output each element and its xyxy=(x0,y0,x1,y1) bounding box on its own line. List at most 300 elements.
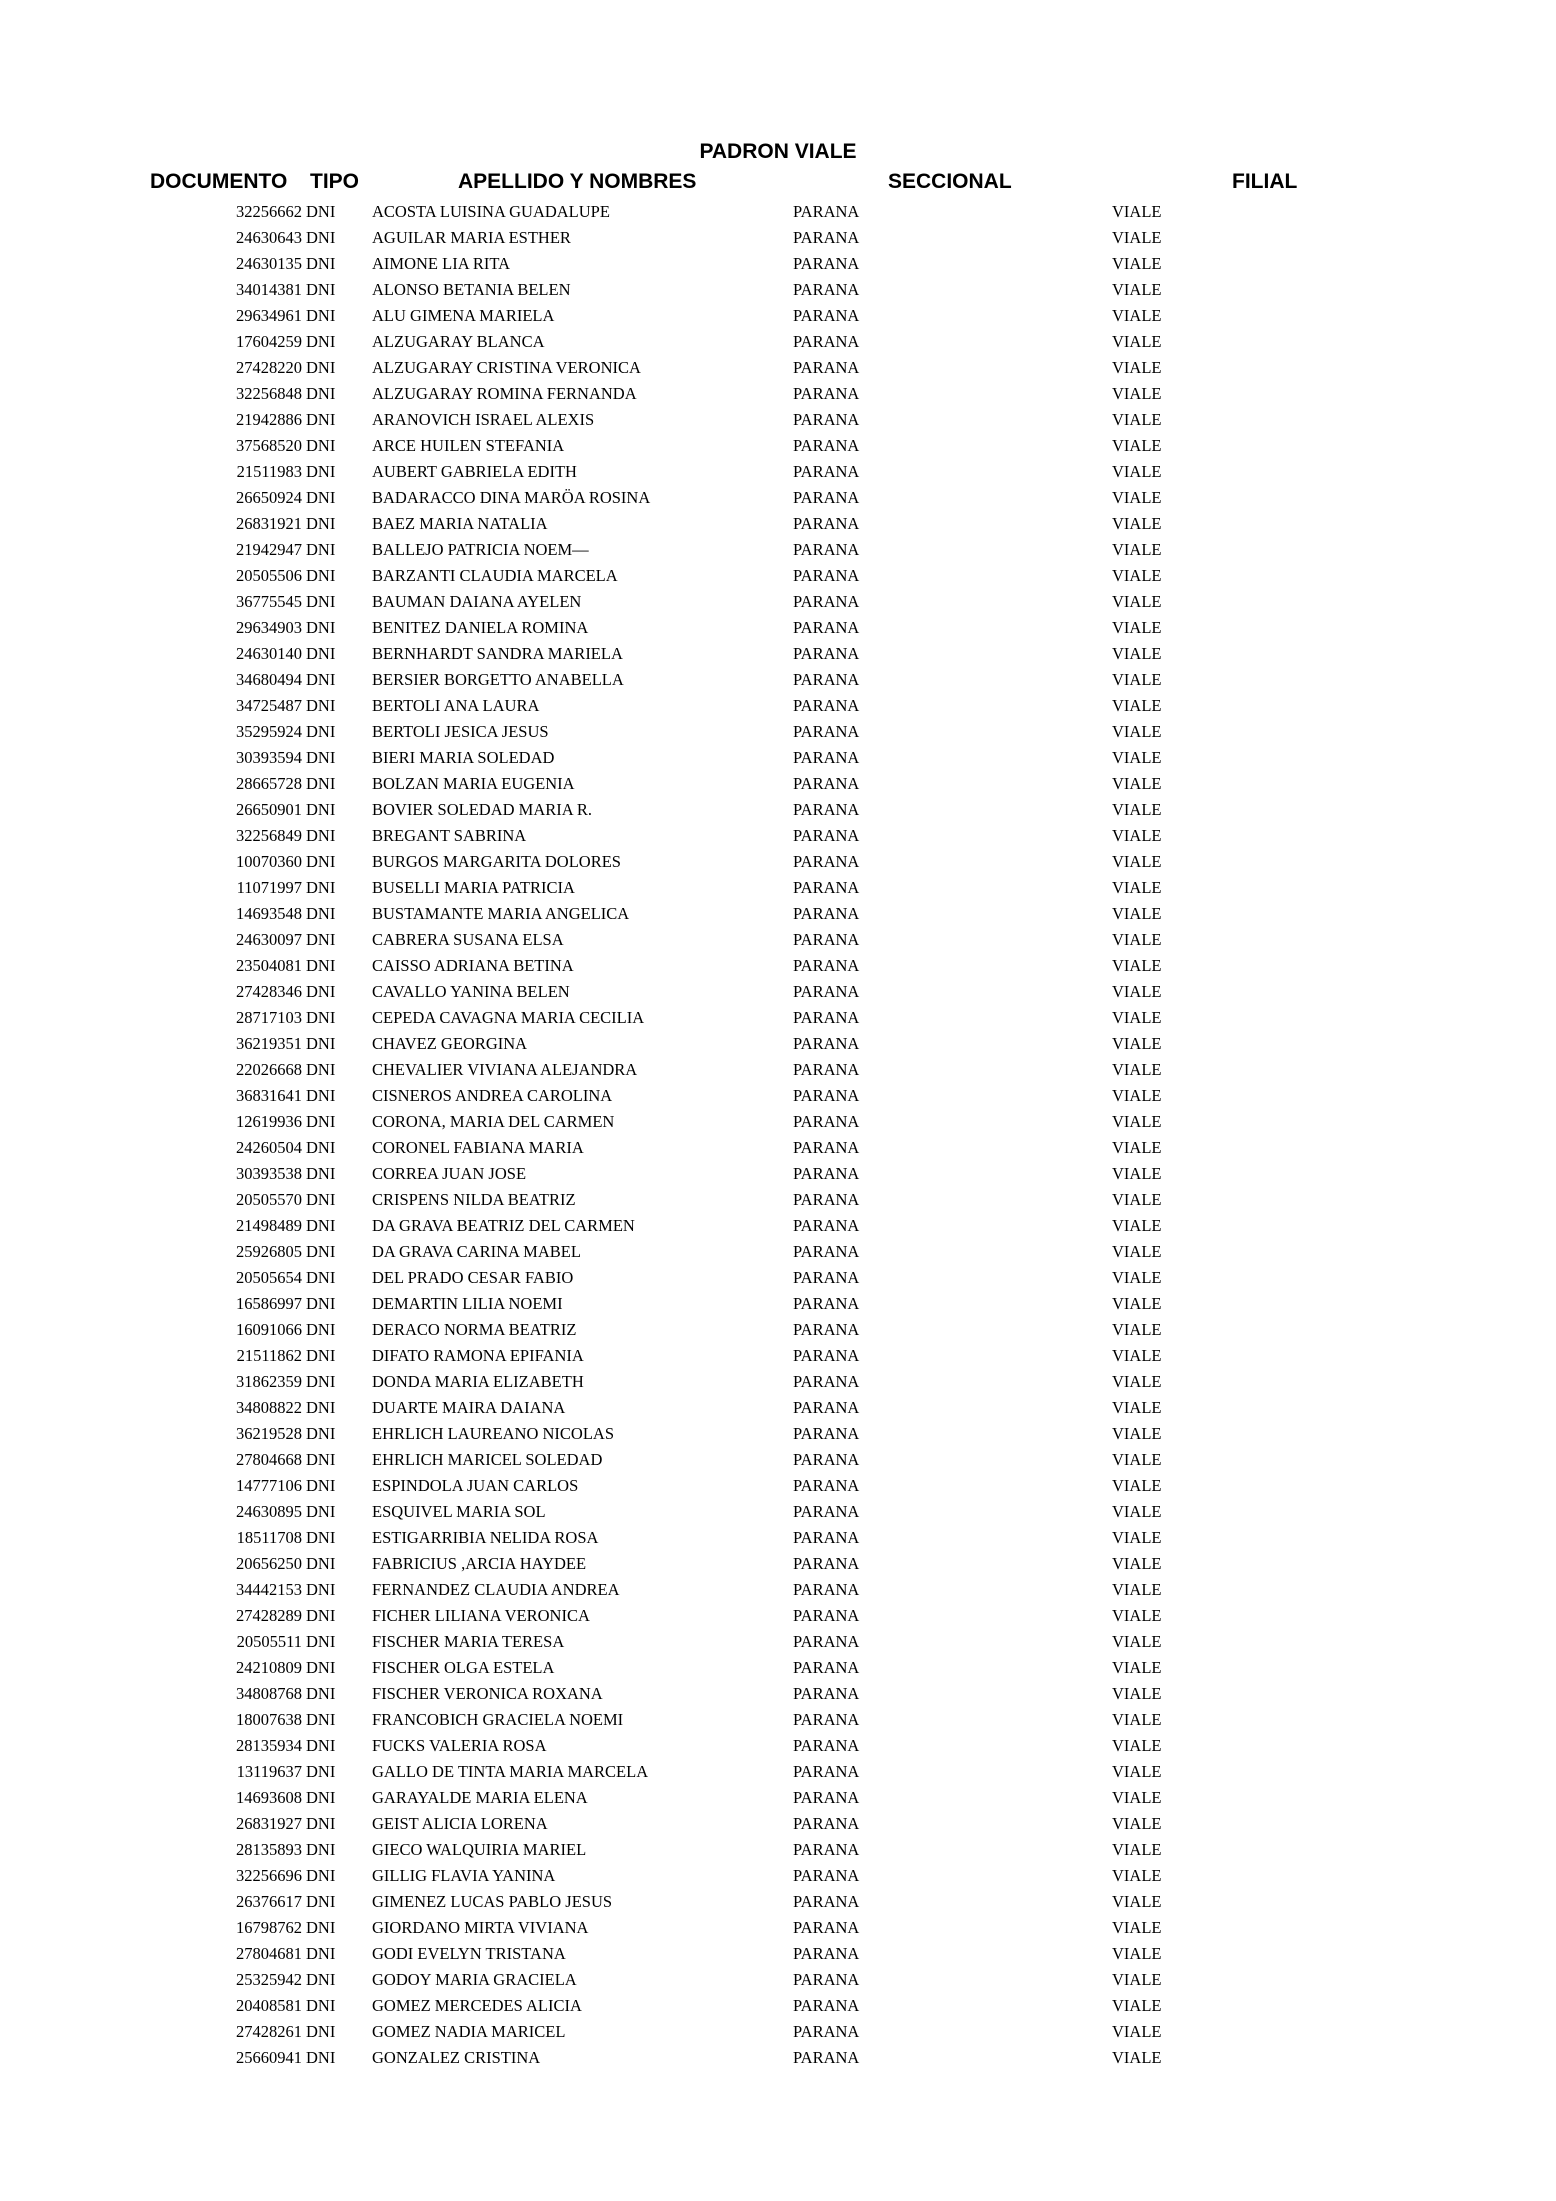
tipo-cell: DNI xyxy=(306,878,336,897)
seccional-cell: PARANA xyxy=(793,1372,860,1391)
table-row xyxy=(0,589,1556,615)
nombre-cell: FABRICIUS ,ARCIA HAYDEE xyxy=(372,1554,587,1573)
documento-cell: 20656250 xyxy=(236,1554,302,1573)
table-row xyxy=(0,745,1556,771)
tipo-cell: DNI xyxy=(306,1840,336,1859)
nombre-cell: EHRLICH LAUREANO NICOLAS xyxy=(372,1424,614,1443)
filial-cell: VIALE xyxy=(1112,1346,1162,1365)
seccional-cell: PARANA xyxy=(793,1190,860,1209)
filial-cell: VIALE xyxy=(1112,722,1162,741)
tipo-cell: DNI xyxy=(306,670,336,689)
nombre-cell: FISCHER VERONICA ROXANA xyxy=(372,1684,603,1703)
tipo-cell: DNI xyxy=(306,1008,336,1027)
table-row xyxy=(0,771,1556,797)
tipo-cell: DNI xyxy=(306,1736,336,1755)
filial-cell: VIALE xyxy=(1112,566,1162,585)
table-row xyxy=(0,797,1556,823)
seccional-cell: PARANA xyxy=(793,1606,860,1625)
seccional-cell: PARANA xyxy=(793,1892,860,1911)
filial-cell: VIALE xyxy=(1112,1554,1162,1573)
seccional-cell: PARANA xyxy=(793,514,860,533)
documento-cell: 21511983 xyxy=(236,462,302,481)
table-row xyxy=(0,875,1556,901)
nombre-cell: BALLEJO PATRICIA NOEM— xyxy=(372,540,589,559)
nombre-cell: BUSELLI MARIA PATRICIA xyxy=(372,878,575,897)
filial-cell: VIALE xyxy=(1112,852,1162,871)
table-row xyxy=(0,303,1556,329)
nombre-cell: DUARTE MAIRA DAIANA xyxy=(372,1398,566,1417)
filial-cell: VIALE xyxy=(1112,202,1162,221)
table-row xyxy=(0,667,1556,693)
nombre-cell: CORREA JUAN JOSE xyxy=(372,1164,527,1183)
table-row xyxy=(0,329,1556,355)
documento-cell: 32256662 xyxy=(236,202,302,221)
nombre-cell: DA GRAVA CARINA MABEL xyxy=(372,1242,581,1261)
nombre-cell: BAEZ MARIA NATALIA xyxy=(372,514,548,533)
filial-cell: VIALE xyxy=(1112,436,1162,455)
tipo-cell: DNI xyxy=(306,1476,336,1495)
tipo-cell: DNI xyxy=(306,1060,336,1079)
documento-cell: 35295924 xyxy=(236,722,302,741)
filial-cell: VIALE xyxy=(1112,592,1162,611)
tipo-cell: DNI xyxy=(306,644,336,663)
nombre-cell: FISCHER OLGA ESTELA xyxy=(372,1658,555,1677)
filial-cell: VIALE xyxy=(1112,410,1162,429)
tipo-cell: DNI xyxy=(306,1164,336,1183)
documento-cell: 29634961 xyxy=(236,306,302,325)
tipo-cell: DNI xyxy=(306,2048,336,2067)
filial-cell: VIALE xyxy=(1112,956,1162,975)
filial-cell: VIALE xyxy=(1112,1580,1162,1599)
seccional-cell: PARANA xyxy=(793,1320,860,1339)
filial-cell: VIALE xyxy=(1112,1242,1162,1261)
filial-cell: VIALE xyxy=(1112,1996,1162,2015)
table-row xyxy=(0,1681,1556,1707)
table-row xyxy=(0,1395,1556,1421)
documento-cell: 20408581 xyxy=(236,1996,302,2015)
documento-cell: 14777106 xyxy=(236,1476,302,1495)
table-row xyxy=(0,1317,1556,1343)
documento-cell: 25660941 xyxy=(236,2048,302,2067)
seccional-cell: PARANA xyxy=(793,1008,860,1027)
seccional-cell: PARANA xyxy=(793,566,860,585)
tipo-cell: DNI xyxy=(306,228,336,247)
table-row xyxy=(0,1135,1556,1161)
documento-cell: 28135934 xyxy=(236,1736,302,1755)
nombre-cell: GODI EVELYN TRISTANA xyxy=(372,1944,566,1963)
documento-cell: 28135893 xyxy=(236,1840,302,1859)
documento-cell: 10070360 xyxy=(236,852,302,871)
tipo-cell: DNI xyxy=(306,1528,336,1547)
nombre-cell: ARANOVICH ISRAEL ALEXIS xyxy=(372,410,595,429)
tipo-cell: DNI xyxy=(306,1632,336,1651)
tipo-cell: DNI xyxy=(306,358,336,377)
tipo-cell: DNI xyxy=(306,800,336,819)
documento-cell: 36831641 xyxy=(236,1086,302,1105)
nombre-cell: GARAYALDE MARIA ELENA xyxy=(372,1788,588,1807)
filial-cell: VIALE xyxy=(1112,306,1162,325)
documento-cell: 37568520 xyxy=(236,436,302,455)
filial-cell: VIALE xyxy=(1112,462,1162,481)
filial-cell: VIALE xyxy=(1112,1606,1162,1625)
table-row xyxy=(0,641,1556,667)
filial-cell: VIALE xyxy=(1112,1814,1162,1833)
table-row xyxy=(0,1213,1556,1239)
header-documento: DOCUMENTO xyxy=(150,170,288,193)
seccional-cell: PARANA xyxy=(793,592,860,611)
nombre-cell: GONZALEZ CRISTINA xyxy=(372,2048,541,2067)
filial-cell: VIALE xyxy=(1112,1216,1162,1235)
tipo-cell: DNI xyxy=(306,982,336,1001)
tipo-cell: DNI xyxy=(306,202,336,221)
tipo-cell: DNI xyxy=(306,852,336,871)
filial-cell: VIALE xyxy=(1112,1632,1162,1651)
table-row xyxy=(0,407,1556,433)
documento-cell: 25325942 xyxy=(236,1970,302,1989)
tipo-cell: DNI xyxy=(306,566,336,585)
table-row xyxy=(0,1109,1556,1135)
documento-cell: 24630140 xyxy=(236,644,302,663)
tipo-cell: DNI xyxy=(306,1294,336,1313)
documento-cell: 34014381 xyxy=(236,280,302,299)
documento-cell: 21942947 xyxy=(236,540,302,559)
tipo-cell: DNI xyxy=(306,1502,336,1521)
filial-cell: VIALE xyxy=(1112,1112,1162,1131)
documento-cell: 22026668 xyxy=(236,1060,302,1079)
seccional-cell: PARANA xyxy=(793,462,860,481)
seccional-cell: PARANA xyxy=(793,1424,860,1443)
filial-cell: VIALE xyxy=(1112,774,1162,793)
table-row xyxy=(0,1785,1556,1811)
filial-cell: VIALE xyxy=(1112,332,1162,351)
nombre-cell: ALZUGARAY BLANCA xyxy=(372,332,545,351)
table-row xyxy=(0,511,1556,537)
tipo-cell: DNI xyxy=(306,2022,336,2041)
documento-cell: 21942886 xyxy=(236,410,302,429)
nombre-cell: GILLIG FLAVIA YANINA xyxy=(372,1866,556,1885)
documento-cell: 27804668 xyxy=(236,1450,302,1469)
tipo-cell: DNI xyxy=(306,1138,336,1157)
nombre-cell: FRANCOBICH GRACIELA NOEMI xyxy=(372,1710,624,1729)
seccional-cell: PARANA xyxy=(793,280,860,299)
filial-cell: VIALE xyxy=(1112,748,1162,767)
filial-cell: VIALE xyxy=(1112,540,1162,559)
tipo-cell: DNI xyxy=(306,1190,336,1209)
documento-cell: 26650924 xyxy=(236,488,302,507)
header-apellido-nombres: APELLIDO Y NOMBRES xyxy=(458,170,697,193)
tipo-cell: DNI xyxy=(306,306,336,325)
filial-cell: VIALE xyxy=(1112,1502,1162,1521)
seccional-cell: PARANA xyxy=(793,644,860,663)
nombre-cell: FERNANDEZ CLAUDIA ANDREA xyxy=(372,1580,620,1599)
nombre-cell: BERNHARDT SANDRA MARIELA xyxy=(372,644,623,663)
table-row xyxy=(0,979,1556,1005)
tipo-cell: DNI xyxy=(306,1814,336,1833)
documento-cell: 11071997 xyxy=(236,878,302,897)
seccional-cell: PARANA xyxy=(793,748,860,767)
nombre-cell: FISCHER MARIA TERESA xyxy=(372,1632,565,1651)
documento-cell: 36219351 xyxy=(236,1034,302,1053)
nombre-cell: BREGANT SABRINA xyxy=(372,826,527,845)
seccional-cell: PARANA xyxy=(793,1398,860,1417)
table-row xyxy=(0,251,1556,277)
documento-cell: 36219528 xyxy=(236,1424,302,1443)
tipo-cell: DNI xyxy=(306,436,336,455)
seccional-cell: PARANA xyxy=(793,1658,860,1677)
seccional-cell: PARANA xyxy=(793,1970,860,1989)
tipo-cell: DNI xyxy=(306,1216,336,1235)
filial-cell: VIALE xyxy=(1112,228,1162,247)
filial-cell: VIALE xyxy=(1112,1476,1162,1495)
tipo-cell: DNI xyxy=(306,1242,336,1261)
seccional-cell: PARANA xyxy=(793,358,860,377)
filial-cell: VIALE xyxy=(1112,1060,1162,1079)
nombre-cell: ESTIGARRIBIA NELIDA ROSA xyxy=(372,1528,599,1547)
seccional-cell: PARANA xyxy=(793,1788,860,1807)
documento-cell: 34725487 xyxy=(236,696,302,715)
documento-cell: 28717103 xyxy=(236,1008,302,1027)
table-row xyxy=(0,1733,1556,1759)
table-row xyxy=(0,1629,1556,1655)
nombre-cell: BOVIER SOLEDAD MARIA R. xyxy=(372,800,593,819)
tipo-cell: DNI xyxy=(306,1892,336,1911)
documento-cell: 30393538 xyxy=(236,1164,302,1183)
filial-cell: VIALE xyxy=(1112,1892,1162,1911)
table-row xyxy=(0,1343,1556,1369)
table-row xyxy=(0,1499,1556,1525)
seccional-cell: PARANA xyxy=(793,1684,860,1703)
table-row xyxy=(0,433,1556,459)
filial-cell: VIALE xyxy=(1112,1320,1162,1339)
documento-cell: 34442153 xyxy=(236,1580,302,1599)
nombre-cell: CORONEL FABIANA MARIA xyxy=(372,1138,584,1157)
documento-cell: 25926805 xyxy=(236,1242,302,1261)
filial-cell: VIALE xyxy=(1112,1840,1162,1859)
nombre-cell: ALZUGARAY CRISTINA VERONICA xyxy=(372,358,641,377)
nombre-cell: GOMEZ NADIA MARICEL xyxy=(372,2022,566,2041)
tipo-cell: DNI xyxy=(306,592,336,611)
seccional-cell: PARANA xyxy=(793,306,860,325)
seccional-cell: PARANA xyxy=(793,1138,860,1157)
table-row xyxy=(0,1369,1556,1395)
documento-cell: 14693548 xyxy=(236,904,302,923)
nombre-cell: BERTOLI JESICA JESUS xyxy=(372,722,549,741)
tipo-cell: DNI xyxy=(306,1034,336,1053)
documento-cell: 27428261 xyxy=(236,2022,302,2041)
documento-cell: 23504081 xyxy=(236,956,302,975)
seccional-cell: PARANA xyxy=(793,1710,860,1729)
documento-cell: 36775545 xyxy=(236,592,302,611)
tipo-cell: DNI xyxy=(306,1788,336,1807)
nombre-cell: AUBERT GABRIELA EDITH xyxy=(372,462,577,481)
seccional-cell: PARANA xyxy=(793,1762,860,1781)
table-row xyxy=(0,1811,1556,1837)
table-row xyxy=(0,849,1556,875)
filial-cell: VIALE xyxy=(1112,1762,1162,1781)
seccional-cell: PARANA xyxy=(793,384,860,403)
nombre-cell: DEMARTIN LILIA NOEMI xyxy=(372,1294,563,1313)
nombre-cell: BADARACCO DINA MARÖA ROSINA xyxy=(372,488,651,507)
table-row xyxy=(0,615,1556,641)
nombre-cell: CHEVALIER VIVIANA ALEJANDRA xyxy=(372,1060,638,1079)
tipo-cell: DNI xyxy=(306,1710,336,1729)
table-row xyxy=(0,1473,1556,1499)
table-row xyxy=(0,1161,1556,1187)
seccional-cell: PARANA xyxy=(793,696,860,715)
nombre-cell: CHAVEZ GEORGINA xyxy=(372,1034,528,1053)
tipo-cell: DNI xyxy=(306,1554,336,1573)
seccional-cell: PARANA xyxy=(793,436,860,455)
header-seccional: SECCIONAL xyxy=(888,170,1012,193)
seccional-cell: PARANA xyxy=(793,1632,860,1651)
tipo-cell: DNI xyxy=(306,748,336,767)
table-row xyxy=(0,1187,1556,1213)
padron-table xyxy=(0,199,1556,2071)
seccional-cell: PARANA xyxy=(793,1528,860,1547)
nombre-cell: DEL PRADO CESAR FABIO xyxy=(372,1268,574,1287)
tipo-cell: DNI xyxy=(306,254,336,273)
table-row xyxy=(0,485,1556,511)
tipo-cell: DNI xyxy=(306,1658,336,1677)
tipo-cell: DNI xyxy=(306,956,336,975)
nombre-cell: CABRERA SUSANA ELSA xyxy=(372,930,564,949)
table-row xyxy=(0,225,1556,251)
table-row xyxy=(0,1421,1556,1447)
filial-cell: VIALE xyxy=(1112,800,1162,819)
seccional-cell: PARANA xyxy=(793,670,860,689)
documento-cell: 27804681 xyxy=(236,1944,302,1963)
seccional-cell: PARANA xyxy=(793,228,860,247)
seccional-cell: PARANA xyxy=(793,1918,860,1937)
nombre-cell: ESPINDOLA JUAN CARLOS xyxy=(372,1476,579,1495)
seccional-cell: PARANA xyxy=(793,982,860,1001)
documento-cell: 32256848 xyxy=(236,384,302,403)
tipo-cell: DNI xyxy=(306,930,336,949)
tipo-cell: DNI xyxy=(306,1866,336,1885)
tipo-cell: DNI xyxy=(306,1996,336,2015)
table-row xyxy=(0,1967,1556,1993)
documento-cell: 13119637 xyxy=(236,1762,302,1781)
documento-cell: 16091066 xyxy=(236,1320,302,1339)
table-row xyxy=(0,1265,1556,1291)
seccional-cell: PARANA xyxy=(793,1060,860,1079)
seccional-cell: PARANA xyxy=(793,1034,860,1053)
table-row xyxy=(0,1239,1556,1265)
seccional-cell: PARANA xyxy=(793,826,860,845)
nombre-cell: GIECO WALQUIRIA MARIEL xyxy=(372,1840,587,1859)
seccional-cell: PARANA xyxy=(793,1580,860,1599)
nombre-cell: AGUILAR MARIA ESTHER xyxy=(372,228,571,247)
seccional-cell: PARANA xyxy=(793,1086,860,1105)
documento-cell: 28665728 xyxy=(236,774,302,793)
nombre-cell: GALLO DE TINTA MARIA MARCELA xyxy=(372,1762,649,1781)
filial-cell: VIALE xyxy=(1112,982,1162,1001)
filial-cell: VIALE xyxy=(1112,514,1162,533)
table-row xyxy=(0,277,1556,303)
tipo-cell: DNI xyxy=(306,488,336,507)
filial-cell: VIALE xyxy=(1112,878,1162,897)
documento-cell: 21498489 xyxy=(236,1216,302,1235)
seccional-cell: PARANA xyxy=(793,1450,860,1469)
seccional-cell: PARANA xyxy=(793,1554,860,1573)
seccional-cell: PARANA xyxy=(793,774,860,793)
table-row xyxy=(0,1863,1556,1889)
seccional-cell: PARANA xyxy=(793,1840,860,1859)
tipo-cell: DNI xyxy=(306,410,336,429)
tipo-cell: DNI xyxy=(306,1606,336,1625)
seccional-cell: PARANA xyxy=(793,1268,860,1287)
documento-cell: 27428220 xyxy=(236,358,302,377)
nombre-cell: BAUMAN DAIANA AYELEN xyxy=(372,592,582,611)
table-row xyxy=(0,719,1556,745)
documento-cell: 24630135 xyxy=(236,254,302,273)
nombre-cell: GIORDANO MIRTA VIVIANA xyxy=(372,1918,589,1937)
filial-cell: VIALE xyxy=(1112,1268,1162,1287)
seccional-cell: PARANA xyxy=(793,852,860,871)
documento-cell: 20505511 xyxy=(236,1632,302,1651)
documento-cell: 24630895 xyxy=(236,1502,302,1521)
nombre-cell: CEPEDA CAVAGNA MARIA CECILIA xyxy=(372,1008,645,1027)
seccional-cell: PARANA xyxy=(793,410,860,429)
seccional-cell: PARANA xyxy=(793,904,860,923)
documento-cell: 26831927 xyxy=(236,1814,302,1833)
nombre-cell: ESQUIVEL MARIA SOL xyxy=(372,1502,546,1521)
tipo-cell: DNI xyxy=(306,332,336,351)
tipo-cell: DNI xyxy=(306,1580,336,1599)
filial-cell: VIALE xyxy=(1112,1372,1162,1391)
tipo-cell: DNI xyxy=(306,1112,336,1131)
seccional-cell: PARANA xyxy=(793,488,860,507)
nombre-cell: DA GRAVA BEATRIZ DEL CARMEN xyxy=(372,1216,635,1235)
seccional-cell: PARANA xyxy=(793,540,860,559)
table-row xyxy=(0,1759,1556,1785)
nombre-cell: ACOSTA LUISINA GUADALUPE xyxy=(372,202,610,221)
filial-cell: VIALE xyxy=(1112,1086,1162,1105)
nombre-cell: BARZANTI CLAUDIA MARCELA xyxy=(372,566,618,585)
table-row xyxy=(0,901,1556,927)
nombre-cell: BOLZAN MARIA EUGENIA xyxy=(372,774,575,793)
table-row xyxy=(0,1655,1556,1681)
nombre-cell: DERACO NORMA BEATRIZ xyxy=(372,1320,577,1339)
tipo-cell: DNI xyxy=(306,722,336,741)
filial-cell: VIALE xyxy=(1112,1788,1162,1807)
filial-cell: VIALE xyxy=(1112,1398,1162,1417)
nombre-cell: DIFATO RAMONA EPIFANIA xyxy=(372,1346,584,1365)
documento-cell: 21511862 xyxy=(236,1346,302,1365)
table-row xyxy=(0,563,1556,589)
tipo-cell: DNI xyxy=(306,1346,336,1365)
table-row xyxy=(0,2019,1556,2045)
table-row xyxy=(0,1525,1556,1551)
nombre-cell: CORONA, MARIA DEL CARMEN xyxy=(372,1112,615,1131)
filial-cell: VIALE xyxy=(1112,2048,1162,2067)
documento-cell: 32256849 xyxy=(236,826,302,845)
tipo-cell: DNI xyxy=(306,696,336,715)
seccional-cell: PARANA xyxy=(793,1476,860,1495)
filial-cell: VIALE xyxy=(1112,358,1162,377)
seccional-cell: PARANA xyxy=(793,254,860,273)
table-row xyxy=(0,381,1556,407)
table-row xyxy=(0,1005,1556,1031)
documento-cell: 31862359 xyxy=(236,1372,302,1391)
table-row xyxy=(0,199,1556,225)
filial-cell: VIALE xyxy=(1112,1944,1162,1963)
documento-cell: 24630097 xyxy=(236,930,302,949)
table-row xyxy=(0,1083,1556,1109)
documento-cell: 26376617 xyxy=(236,1892,302,1911)
documento-cell: 20505570 xyxy=(236,1190,302,1209)
documento-cell: 12619936 xyxy=(236,1112,302,1131)
